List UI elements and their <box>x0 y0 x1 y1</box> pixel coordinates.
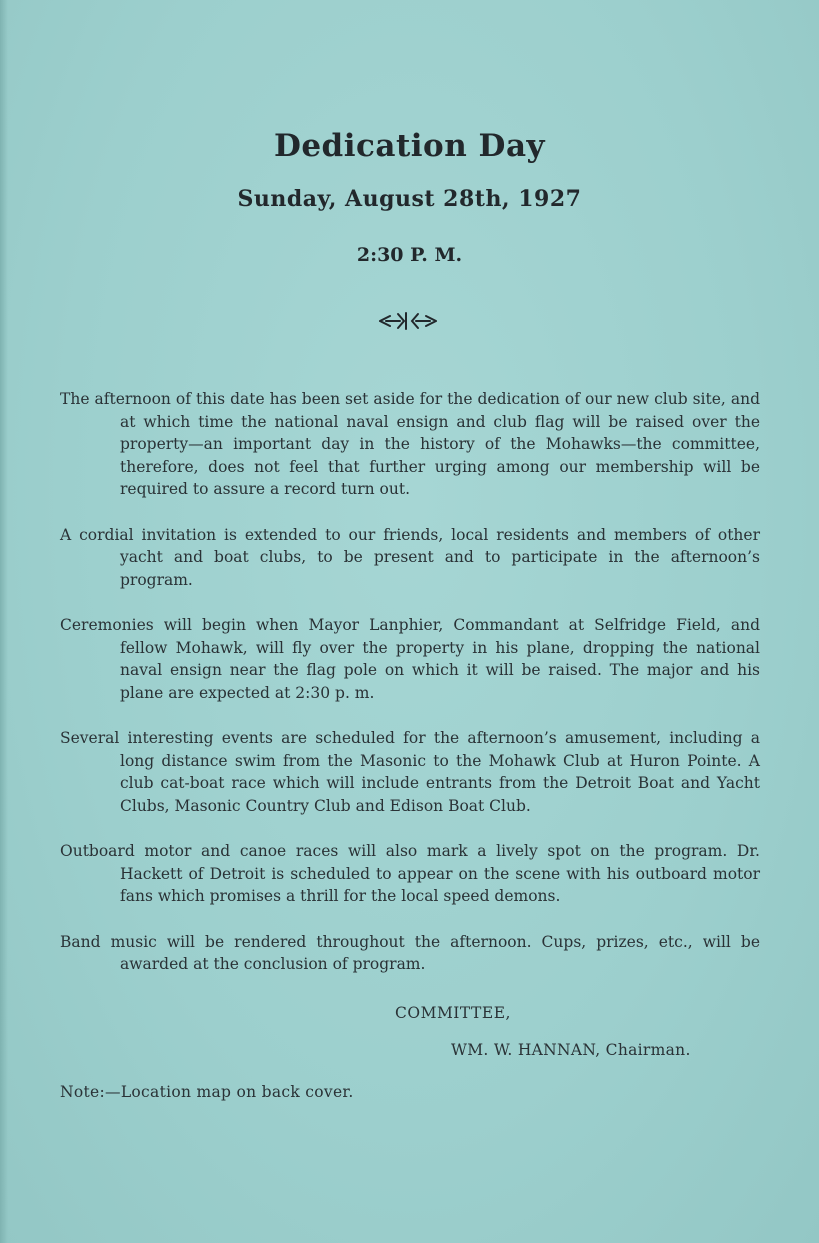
event-time: 2:30 P. M. <box>356 244 463 266</box>
committee-label: COMMITTEE, <box>395 1004 511 1022</box>
paragraph-invitation: A cordial invitation is extended to our friends, local residents and members of other yacht and boat clubs, to be present and to participate in the afternoon’s program. <box>60 525 760 589</box>
paragraph-races: Outboard motor and canoe races will also mark a lively spot on the program. Dr. Hackett of Detroit is scheduled to appear on the scene with his outboard motor fans which promises a thrill for the local speed demons. <box>60 842 760 905</box>
page-title: Dedication Day <box>273 128 546 164</box>
event-date: Sunday, August 28th, 1927 <box>237 186 582 212</box>
footer-note: Note:—Location map on back cover. <box>60 1083 354 1101</box>
scroll-ornament-icon <box>378 310 438 332</box>
paragraph-dedication: The afternoon of this date has been set aside for the dedication of our new club site, and at which time the national naval ensign and club flag will be raised over the property—an important day in the history of the Mohawks—the committee, therefore, does not feel that further urging among our membership will be required to assure a record turn out. <box>60 390 760 498</box>
announcement-body <box>60 388 760 999</box>
chairman-signature: WM. W. HANNAN, Chairman. <box>451 1041 691 1059</box>
paragraph-events: Several interesting events are scheduled for the afternoon’s amusement, including a long distance swim from the Masonic to the Mohawk Club at Huron Pointe. A club cat-boat race which will include entrants from the Detroit Boat and Yacht Clubs, Masonic Country Club and Edison Boat Club. <box>60 729 760 815</box>
paragraph-band: Band music will be rendered throughout the afternoon. Cups, prizes, etc., will be awarded at the conclusion of program. <box>60 932 760 973</box>
paragraph-ceremonies: Ceremonies will begin when Mayor Lanphier, Commandant at Selfridge Field, and fellow Mohawk, will fly over the property in his plane, dropping the national naval ensign near the flag pole on which it will be raised. The major and his plane are expected at 2:30 p. m. <box>60 616 760 702</box>
